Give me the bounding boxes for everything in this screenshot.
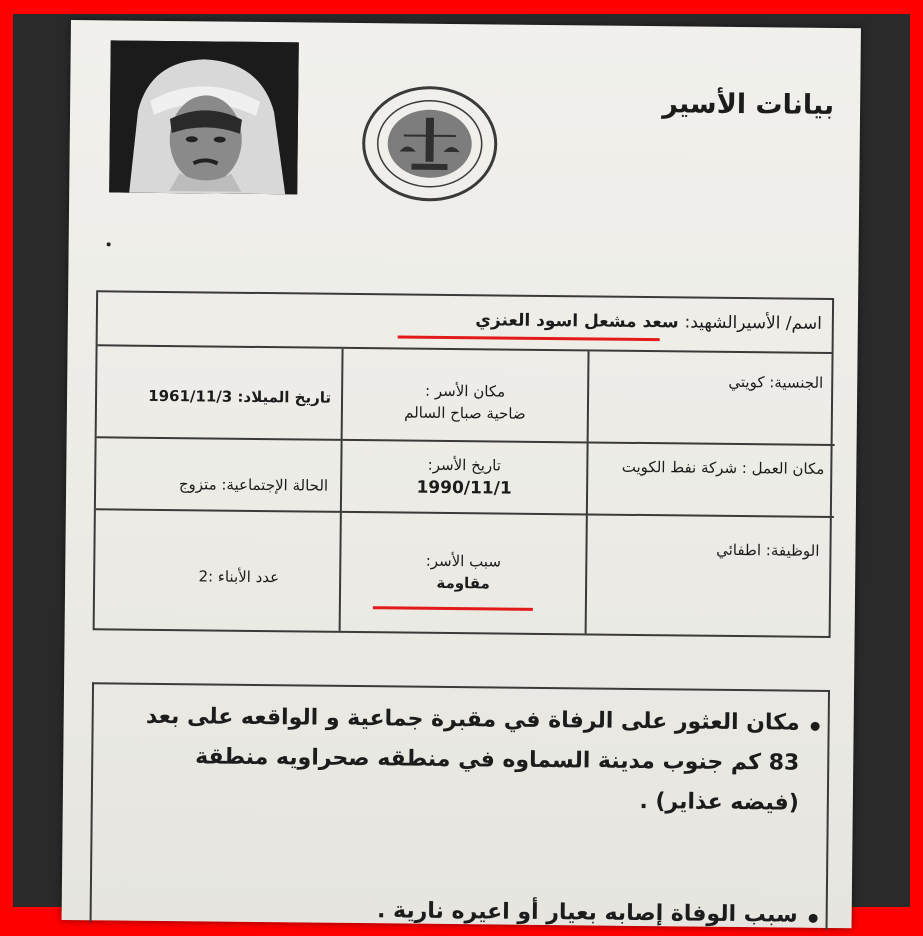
workplace: مكان العمل : شركة نفط الكويت: [621, 457, 825, 478]
capture-place-cell: [343, 349, 590, 444]
job-cell: [587, 515, 834, 636]
photo-frame: [13, 14, 910, 928]
remark-remains-location: [145, 697, 800, 824]
bullet-icon: [809, 914, 818, 923]
official-seal: [359, 83, 500, 204]
nationality: الجنسية: كويتي: [728, 372, 824, 392]
prisoner-info-table: [93, 290, 835, 638]
capture-date-label: تاريخ الأسر:: [427, 455, 502, 475]
marital-status: الحالة الإجتماعية: متزوج: [178, 475, 329, 495]
document-page: [62, 20, 861, 928]
capture-place-value: ضاحية صباح السالم: [404, 403, 526, 423]
prisoner-photo: [109, 40, 299, 194]
name-row: [98, 292, 833, 354]
workplace-cell: [588, 443, 835, 518]
remark-line-2: 83 كم جنوب مدينة السماوه في منطقه صحراويه منطقة: [195, 744, 800, 776]
remark-line-1: مكان العثور على الرفاة في مقبرة جماعية و الواقعه على بعد: [145, 703, 800, 736]
capture-date-cell: [342, 441, 589, 516]
remark-line-3: (فيضه عذاير) .: [639, 788, 799, 816]
marital-status-cell: [96, 438, 343, 513]
speck-mark: [107, 242, 111, 246]
bullet-icon: [811, 722, 820, 731]
birth-date-cell: [97, 346, 344, 441]
name-value: سعد مشعل اسود العنزي: [475, 310, 679, 333]
remark-cause-of-death: سبب الوفاة إصابه بعيار أو اعيره نارية .: [376, 898, 798, 928]
name-highlight-underline: [398, 335, 660, 341]
capture-date-value: 1990/11/1: [416, 477, 512, 499]
remarks-box: [90, 682, 830, 930]
job: الوظيفة: اطفائي: [716, 540, 820, 560]
children-count: عدد الأبناء :2: [198, 567, 280, 587]
document-title: بيانات الأسير: [662, 88, 835, 121]
nationality-cell: [589, 351, 836, 446]
birth-date: تاريخ الميلاد: 1961/11/3: [148, 386, 332, 407]
name-label: اسم/ الأسيرالشهيد:: [684, 312, 822, 334]
children-count-cell: [95, 510, 342, 631]
capture-place-label: مكان الأسر :: [425, 381, 506, 401]
capture-reason-value: مقاومة: [436, 573, 490, 593]
prisoner-name: [475, 310, 822, 334]
capture-reason-label: سبب الأسر:: [425, 551, 502, 571]
capture-reason-cell: [341, 513, 588, 634]
